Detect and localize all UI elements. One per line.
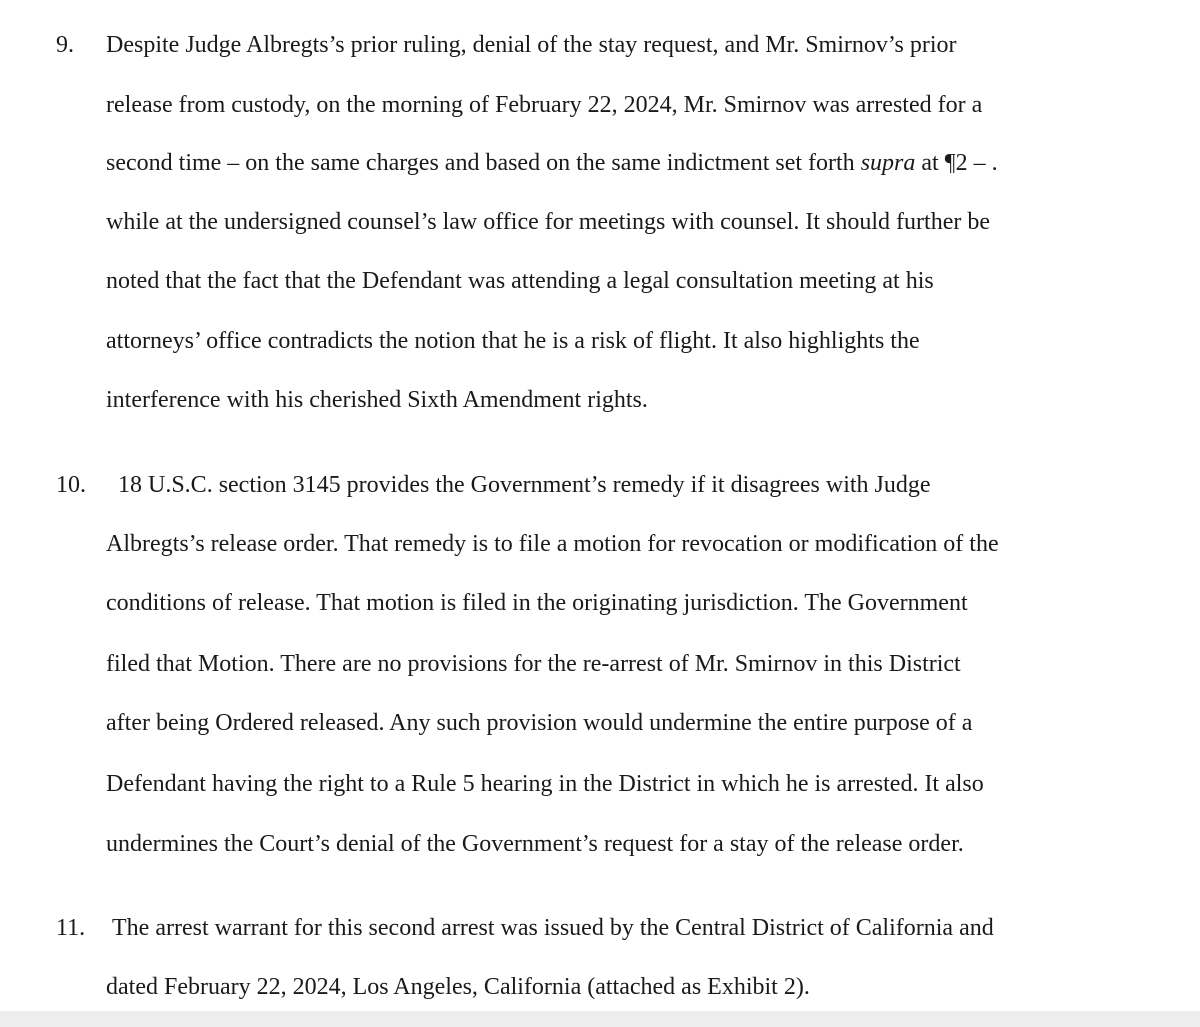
paragraph-line: interference with his cherished Sixth Amendment rights. <box>106 387 648 413</box>
page-bottom-edge <box>0 1011 1200 1027</box>
paragraph-line: release from custody, on the morning of February 22, 2024, Mr. Smirnov was arrested for a <box>106 92 983 118</box>
paragraph-number: 11. <box>56 915 86 941</box>
paragraph-line: attorneys’ office contradicts the notion that he is a risk of flight. It also highlights the <box>106 328 920 354</box>
paragraph-line: The arrest warrant for this second arrest was issued by the Central District of California and <box>112 915 994 941</box>
paragraph-line <box>106 148 998 178</box>
paragraph-line: Albregts’s release order. That remedy is to file a motion for revocation or modification of the <box>106 531 999 557</box>
text-segment: second time – on the same charges and based on the same indictment set forth <box>106 150 861 176</box>
italic-citation: supra <box>860 150 916 176</box>
paragraph-line: Defendant having the right to a Rule 5 hearing in the District in which he is arrested. It also <box>106 771 984 797</box>
paragraph-line: conditions of release. That motion is filed in the originating jurisdiction. The Government <box>106 590 968 616</box>
paragraph-line: noted that the fact that the Defendant was attending a legal consultation meeting at his <box>106 268 934 294</box>
paragraph-line: after being Ordered released. Any such provision would undermine the entire purpose of a <box>106 710 973 736</box>
paragraph-line: while at the undersigned counsel’s law office for meetings with counsel. It should further be <box>106 209 990 235</box>
paragraph-number: 9. <box>56 32 74 58</box>
paragraph-number: 10. <box>56 472 86 498</box>
paragraph-line: filed that Motion. There are no provisions for the re-arrest of Mr. Smirnov in this District <box>106 651 961 677</box>
paragraph-line: Despite Judge Albregts’s prior ruling, denial of the stay request, and Mr. Smirnov’s prior <box>106 32 957 58</box>
paragraph-line: 18 U.S.C. section 3145 provides the Government’s remedy if it disagrees with Judge <box>118 472 931 498</box>
paragraph-line: undermines the Court’s denial of the Government’s request for a stay of the release order. <box>106 831 964 857</box>
paragraph-line: dated February 22, 2024, Los Angeles, California (attached as Exhibit 2). <box>106 974 810 1000</box>
text-segment: at ¶2 – . <box>915 150 998 176</box>
